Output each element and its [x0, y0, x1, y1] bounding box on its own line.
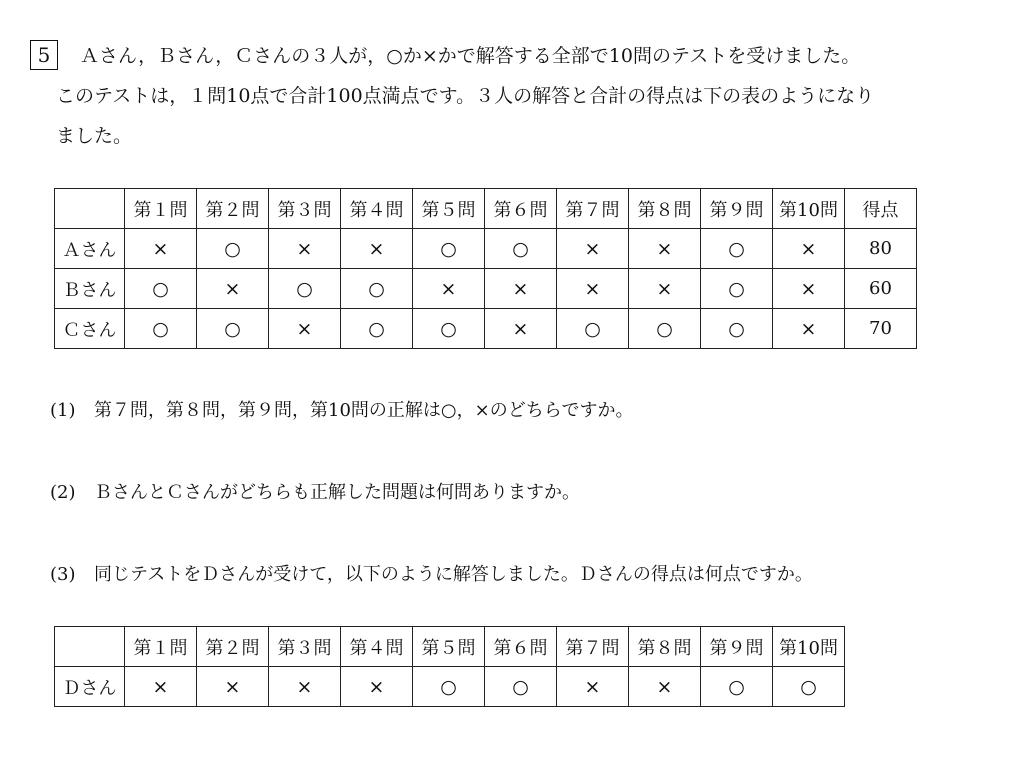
answers-table: [54, 188, 917, 349]
answer-mark: ×: [341, 667, 413, 707]
answer-mark: ×: [197, 667, 269, 707]
answer-mark: ○: [701, 229, 773, 269]
table-corner-cell: [55, 627, 125, 667]
row-label: Ｂさん: [55, 269, 125, 309]
answer-mark: ○: [701, 309, 773, 349]
question-text: ＢさんとＣさんがどちらも正解した問題は何問ありますか。: [94, 482, 580, 503]
answer-mark: ×: [341, 229, 413, 269]
answer-mark: ×: [557, 667, 629, 707]
answer-mark: ○: [413, 667, 485, 707]
header-cell: 第８問: [629, 627, 701, 667]
table-row: [55, 667, 845, 707]
header-cell: 第８問: [629, 189, 701, 229]
problem-line-3: ました。: [56, 125, 133, 147]
score-cell: 60: [845, 269, 917, 309]
answer-mark: ○: [485, 667, 557, 707]
answer-mark: ×: [413, 269, 485, 309]
header-cell: 第10問: [773, 189, 845, 229]
answer-mark: ×: [557, 269, 629, 309]
problem-text: [30, 36, 990, 156]
d-answers-table: [54, 626, 845, 707]
question-1: [50, 396, 634, 422]
answer-mark: ×: [557, 229, 629, 269]
header-cell: 第９問: [701, 189, 773, 229]
question-2: [50, 478, 580, 504]
answer-mark: ×: [125, 667, 197, 707]
answer-mark: ○: [341, 269, 413, 309]
header-cell: 第３問: [269, 627, 341, 667]
answer-mark: ×: [629, 269, 701, 309]
answer-mark: ○: [701, 667, 773, 707]
answer-mark: ×: [629, 667, 701, 707]
score-cell: 70: [845, 309, 917, 349]
answer-mark: ×: [125, 229, 197, 269]
row-label: Ａさん: [55, 229, 125, 269]
answer-mark: ×: [773, 269, 845, 309]
answer-mark: ○: [197, 309, 269, 349]
header-cell: 第１問: [125, 189, 197, 229]
answer-mark: ×: [269, 229, 341, 269]
header-cell: 第２問: [197, 627, 269, 667]
header-cell: 第２問: [197, 189, 269, 229]
problem-line-2: このテストは，１問10点で合計100点満点です。３人の解答と合計の得点は下の表のようになり: [56, 85, 875, 107]
answer-mark: ○: [773, 667, 845, 707]
answer-mark: ×: [269, 667, 341, 707]
score-header: 得点: [845, 189, 917, 229]
answer-mark: ○: [485, 229, 557, 269]
table-row: [55, 309, 917, 349]
header-cell: 第10問: [773, 627, 845, 667]
answer-mark: ○: [341, 309, 413, 349]
header-cell: 第３問: [269, 189, 341, 229]
question-number: (2): [50, 482, 76, 503]
header-cell: 第４問: [341, 189, 413, 229]
answer-mark: ○: [269, 269, 341, 309]
question-number: (3): [50, 564, 76, 585]
row-label: Ｄさん: [55, 667, 125, 707]
answer-mark: ○: [413, 309, 485, 349]
header-cell: 第６問: [485, 627, 557, 667]
answer-mark: ○: [125, 309, 197, 349]
answer-mark: ×: [773, 309, 845, 349]
answer-mark: ×: [629, 229, 701, 269]
question-number: (1): [50, 400, 76, 421]
header-cell: 第９問: [701, 627, 773, 667]
table-corner-cell: [55, 189, 125, 229]
header-cell: 第１問: [125, 627, 197, 667]
answer-mark: ×: [485, 309, 557, 349]
answer-mark: ×: [773, 229, 845, 269]
header-cell: 第７問: [557, 189, 629, 229]
problem-number: 5: [30, 40, 58, 70]
problem-line-1: 5 Ａさん，Ｂさん，Ｃさんの３人が，○か×かで解答する全部で10問のテストを受けました。: [30, 36, 990, 76]
row-label: Ｃさん: [55, 309, 125, 349]
answer-mark: ○: [557, 309, 629, 349]
table-row: [55, 229, 917, 269]
question-3: [50, 560, 813, 586]
score-cell: 80: [845, 229, 917, 269]
header-cell: 第５問: [413, 189, 485, 229]
answer-mark: ○: [125, 269, 197, 309]
table-header-row: [55, 189, 917, 229]
answer-mark: ○: [413, 229, 485, 269]
header-cell: 第４問: [341, 627, 413, 667]
answer-mark: ×: [197, 269, 269, 309]
header-cell: 第６問: [485, 189, 557, 229]
answer-mark: ○: [629, 309, 701, 349]
question-text: 同じテストをＤさんが受けて，以下のように解答しました。Ｄさんの得点は何点ですか。: [94, 564, 813, 585]
answer-mark: ×: [269, 309, 341, 349]
header-cell: 第５問: [413, 627, 485, 667]
question-text: 第７問，第８問，第９問，第10問の正解は○，×のどちらですか。: [94, 400, 634, 421]
answer-mark: ○: [197, 229, 269, 269]
table-row: [55, 269, 917, 309]
table-header-row: [55, 627, 845, 667]
header-cell: 第７問: [557, 627, 629, 667]
answer-mark: ×: [485, 269, 557, 309]
answer-mark: ○: [701, 269, 773, 309]
